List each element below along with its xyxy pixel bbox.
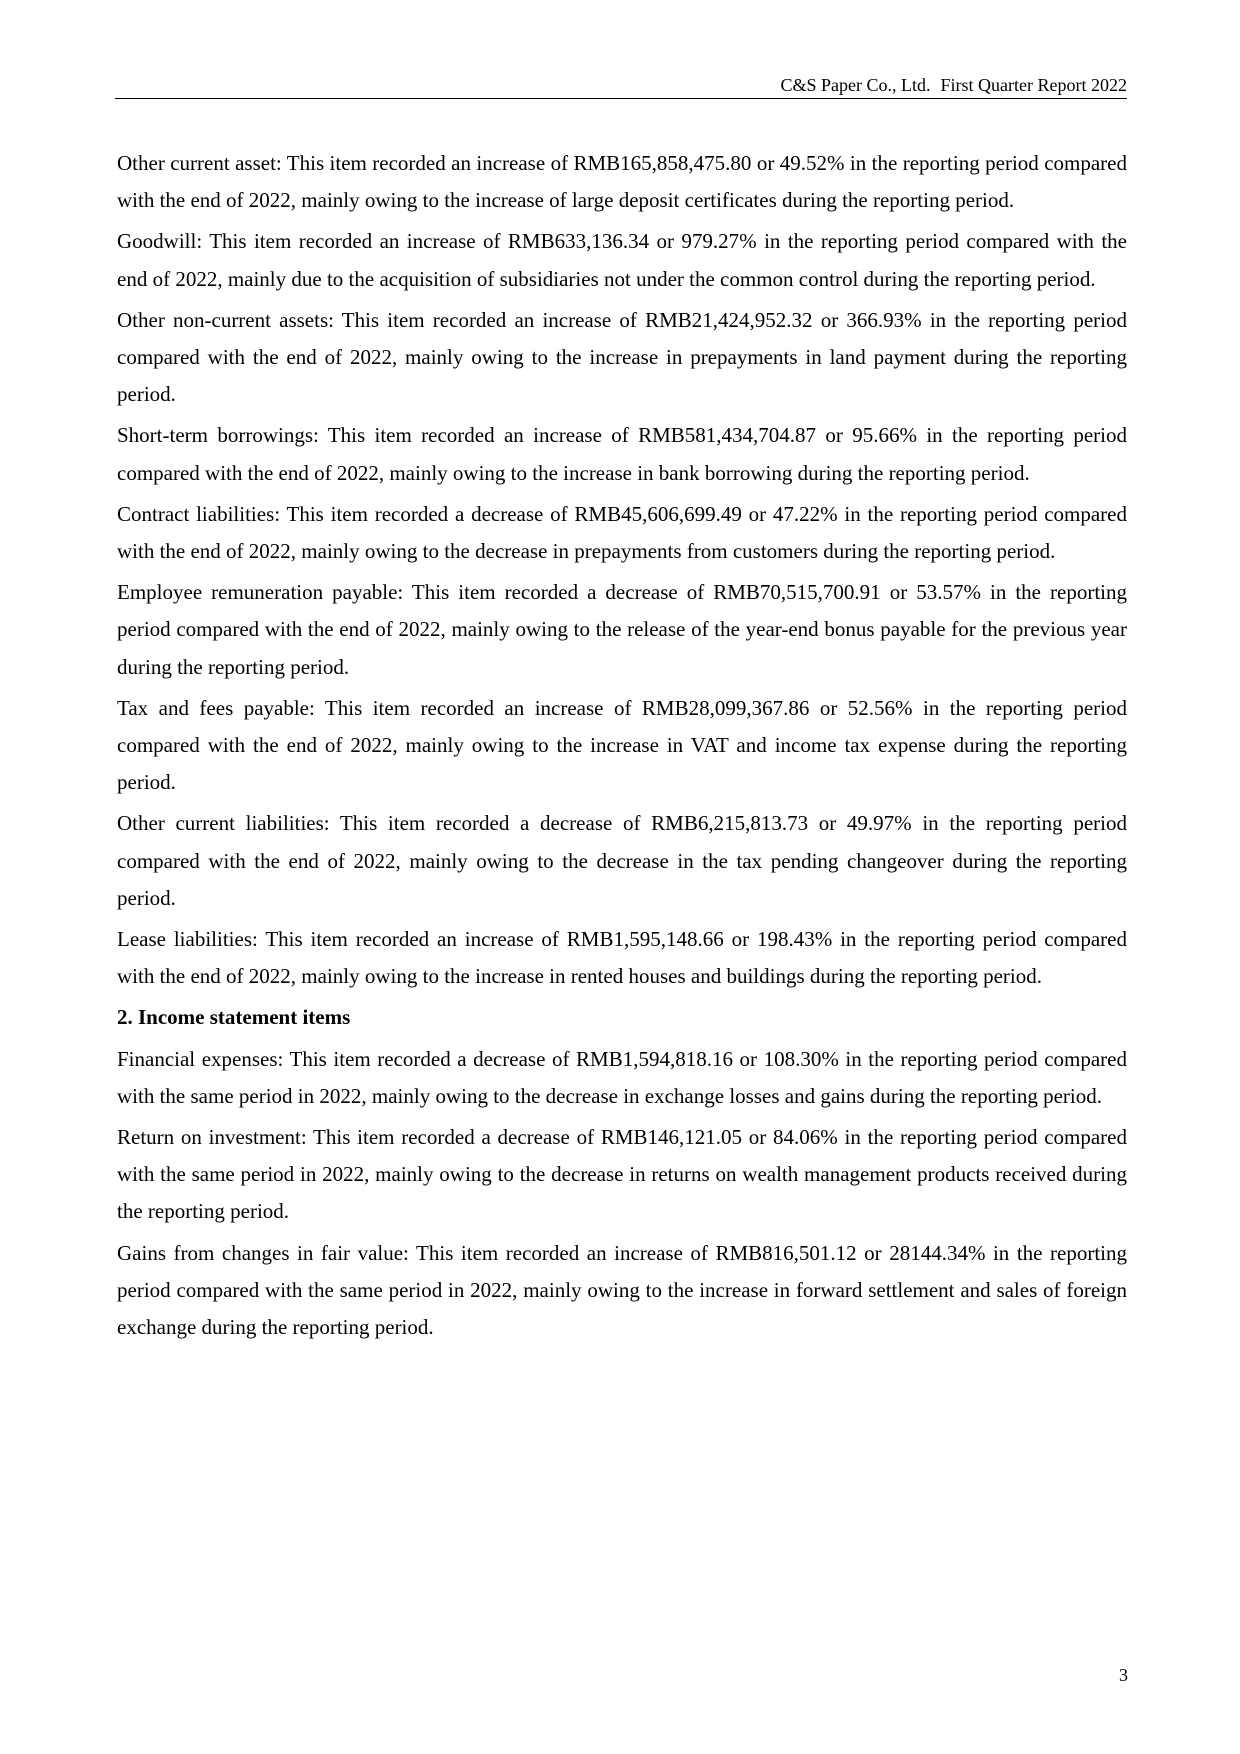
paragraph-tax-and-fees-payable: Tax and fees payable: This item recorded an increase of RMB28,099,367.86 or 52.56% in the reporting period compared with the end of 2022, mainly owing to the increase in VAT and income tax expense during the reporting period. [117,695,1127,795]
header-company: C&S Paper Co., Ltd. [780,75,931,95]
paragraph-return-on-investment: Return on investment: This item recorded a decrease of RMB146,121.05 or 84.06% in the reporting period compared with the same period in 2022, mainly owing to the decrease in returns on wealth management products received during the reporting period. [117,1125,1127,1224]
paragraph-employee-remuneration-payable: Employee remuneration payable: This item recorded a decrease of RMB70,515,700.91 or 53.57% in the reporting period compared with the end of 2022, mainly owing to the release of the year-end bonus payable for the previous year during the reporting period. [117,580,1127,679]
paragraph-goodwill: Goodwill: This item recorded an increase of RMB633,136.34 or 979.27% in the reporting period compared with the end of 2022, mainly due to the acquisition of subsidiaries not under the common control during the reporting period. [117,229,1127,291]
paragraph-contract-liabilities: Contract liabilities: This item recorded a decrease of RMB45,606,699.49 or 47.22% in the reporting period compared with the end of 2022, mainly owing to the decrease in prepayments from customers during the reporting period. [117,501,1127,564]
section-heading-income-statement: 2. Income statement items [117,1005,351,1030]
paragraph-short-term-borrowings: Short-term borrowings: This item recorded an increase of RMB581,434,704.87 or 95.66% in the reporting period compared with the end of 2022, mainly owing to the increase in bank borrowing during the reporting period. [117,423,1127,485]
page-content [117,145,1127,1350]
page-header [115,74,1127,99]
paragraph-lease-liabilities: Lease liabilities: This item recorded an increase of RMB1,595,148.66 or 198.43% in the reporting period compared with the end of 2022, mainly owing to the increase in rented houses and buildings during the reporting period. [117,927,1127,989]
paragraph-other-current-liabilities: Other current liabilities: This item recorded a decrease of RMB6,215,813.73 or 49.97% in the reporting period compared with the end of 2022, mainly owing to the decrease in the tax pending changeover during the reporting period. [117,811,1127,910]
header-report-title: First Quarter Report 2022 [940,75,1127,95]
paragraph-gains-fair-value: Gains from changes in fair value: This item recorded an increase of RMB816,501.12 or 28144.34% in the reporting period compared with the same period in 2022, mainly owing to the increase in forward settlement and sales of foreign exchange during the reporting period. [117,1240,1127,1340]
page-number: 3 [1119,1665,1128,1685]
paragraph-other-non-current-assets: Other non-current assets: This item recorded an increase of RMB21,424,952.32 or 366.93% in the reporting period compared with the end of 2022, mainly owing to the increase in prepayments in land payment during the reporting period. [117,307,1127,407]
paragraph-other-current-asset: Other current asset: This item recorded an increase of RMB165,858,475.80 or 49.52% in the reporting period compared with the end of 2022, mainly owing to the increase of large deposit certificates during the reporting period. [117,151,1127,213]
paragraph-financial-expenses: Financial expenses: This item recorded a decrease of RMB1,594,818.16 or 108.30% in the reporting period compared with the same period in 2022, mainly owing to the decrease in exchange losses and gains during the reporting period. [117,1046,1127,1108]
